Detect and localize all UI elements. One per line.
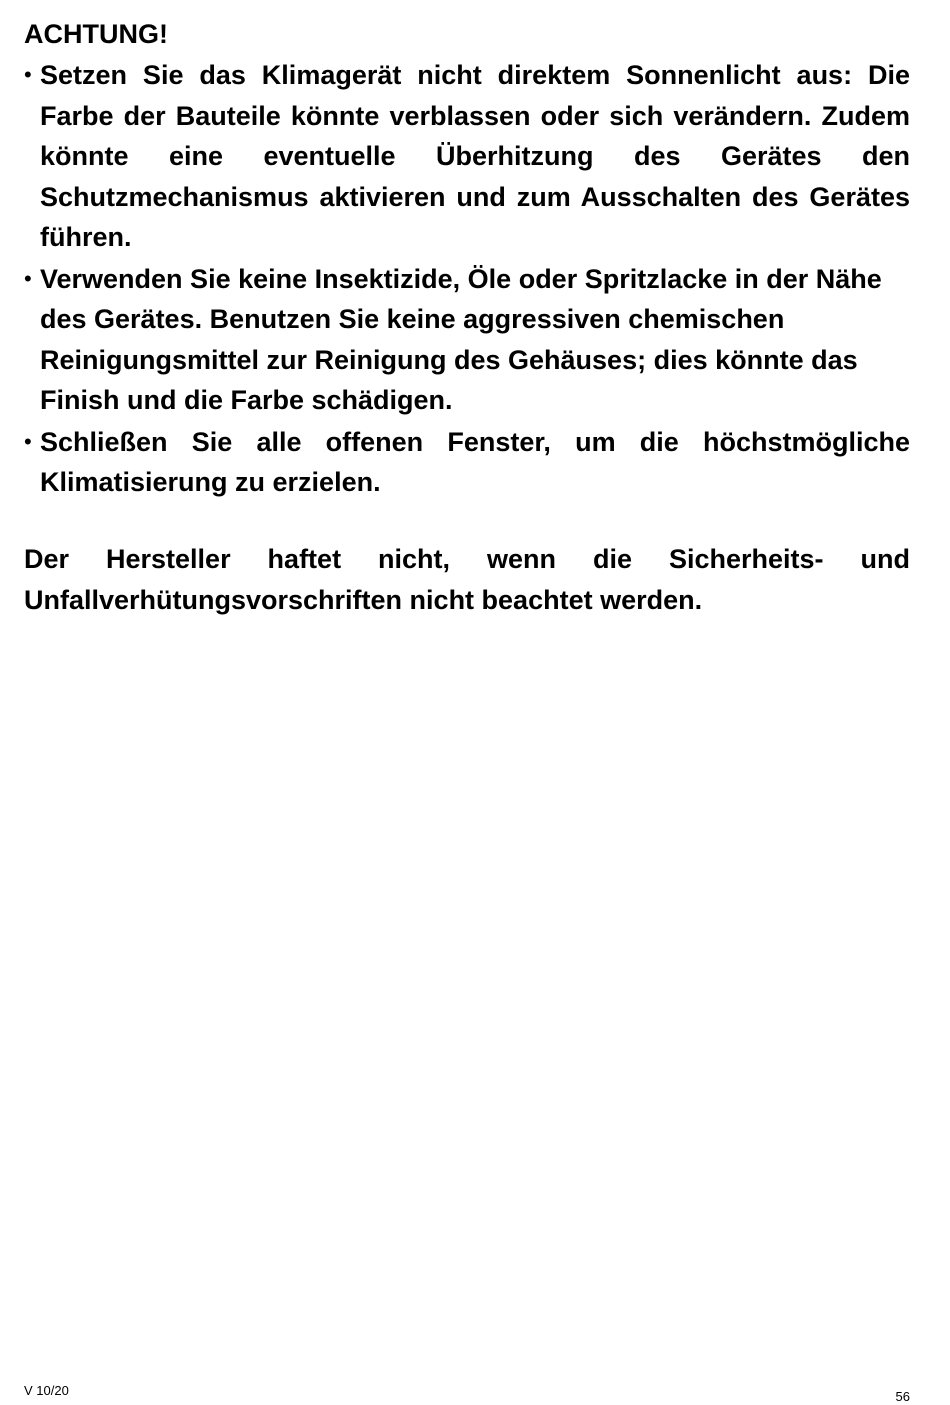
warning-item-text: Verwenden Sie keine Insektizide, Öle oder Spritzlacke in der Nähe des Gerätes. Benutzen Sie keine aggressiven chemischen Reinigungsmittel zur Reinigung des Gehäuses; dies könnte das Finish und die Farbe schädigen. [40,263,882,415]
warning-item-windows [24,422,910,503]
warning-item-text: Setzen Sie das Klimagerät nicht direktem Sonnenlicht aus: Die Farbe der Bauteile könnte verblassen oder sich verändern. Zudem könnte eine eventuelle Überhitzung des Gerätes den Schutzmechanismus aktivieren und zum Ausschalten des Gerätes führen. [40,60,910,252]
warning-item-sunlight [24,55,910,258]
warning-item-text: Schließen Sie alle offenen Fenster, um die höchstmögliche Klimatisierung zu erzielen. [40,426,910,497]
bullet-icon: • [24,265,32,291]
version-label: V 10/20 [24,1383,69,1398]
warning-heading: ACHTUNG! [24,19,168,49]
bullet-icon: • [24,428,32,454]
bullet-icon: • [24,62,32,87]
page-number: 56 [895,1389,910,1404]
warning-item-chemicals [24,259,910,421]
warning-list [24,55,910,504]
liability-disclaimer: Der Hersteller haftet nicht, wenn die Sicherheits- und Unfallverhütungsvorschriften nicht beachtet werden. [24,544,910,615]
